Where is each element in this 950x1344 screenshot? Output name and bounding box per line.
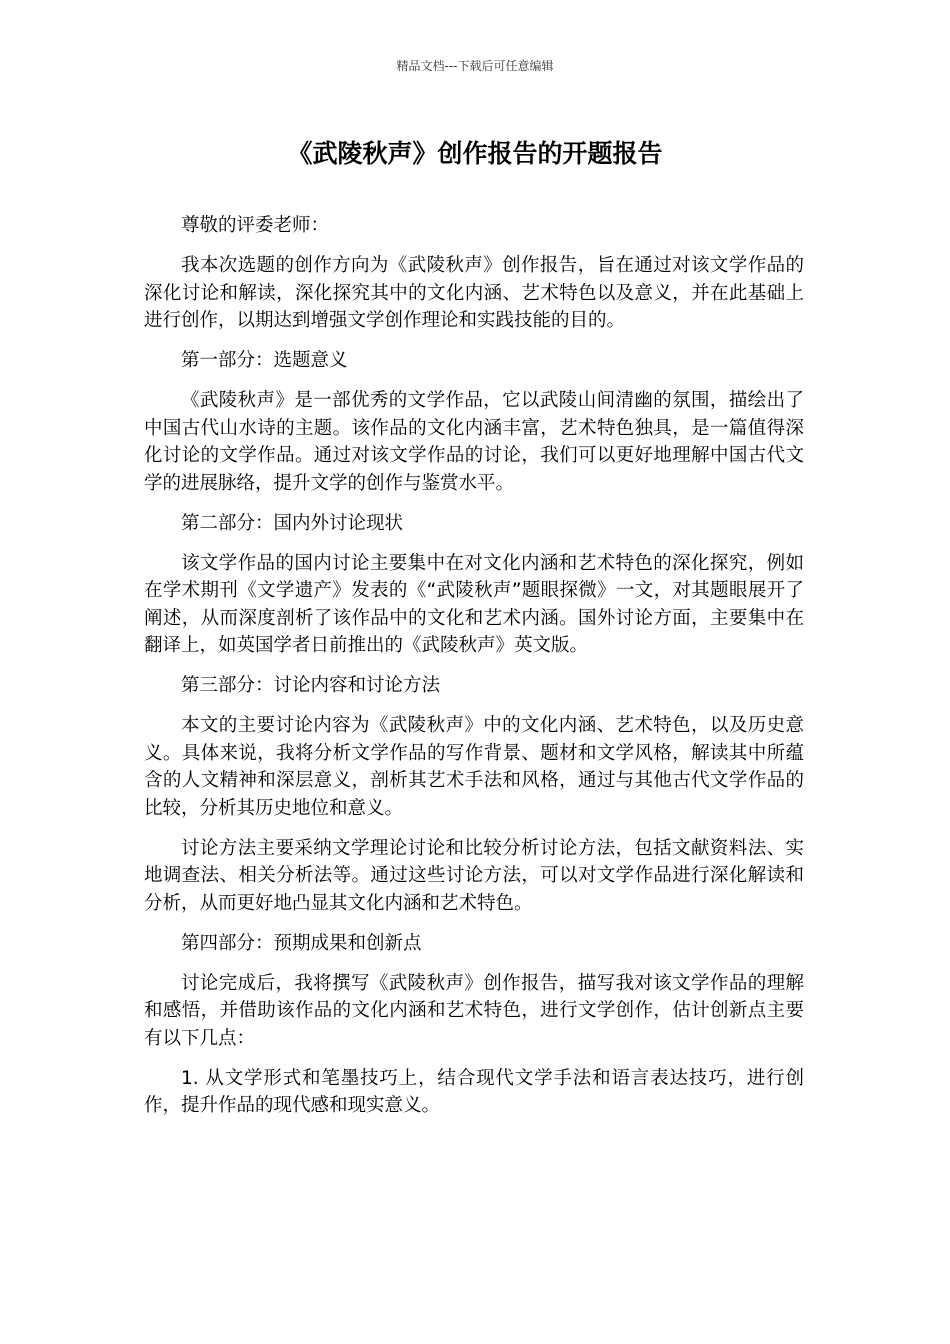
intro-paragraph: 我本次选题的创作方向为《武陵秋声》创作报告，旨在通过对该文学作品的深化讨论和解读，深化探究其中的文化内涵、艺术特色以及意义，并在此基础上进行创作，以期达到增强文学创作理论和实践技能的目的。 bbox=[144, 255, 804, 331]
section-heading-3: 第三部分：讨论内容和讨论方法 bbox=[181, 675, 441, 696]
section-heading-4: 第四部分：预期成果和创新点 bbox=[181, 932, 422, 954]
salutation: 尊敬的评委老师： bbox=[181, 215, 330, 236]
section-4-paragraph: 讨论完成后，我将撰写《武陵秋声》创作报告，描写我对该文学作品的理解和感悟，并借助该作品的文化内涵和艺术特色，进行文学创作，估计创新点主要有以下几点： bbox=[144, 972, 804, 1049]
section-1-paragraph: 《武陵秋声》是一部优秀的文学作品，它以武陵山间清幽的氛围，描绘出了中国古代山水诗的主题。该作品的文化内涵丰富，艺术特色独具，是一篇值得深化讨论的文学作品。通过对该文学作品的讨论，我们可以更好地理解中国古代文学的进展脉络，提升文学的创作与鉴赏水平。 bbox=[144, 390, 804, 494]
section-2-paragraph: 该文学作品的国内讨论主要集中在对文化内涵和艺术特色的深化探究，例如在学术期刊《文学遗产》发表的《“武陵秋声”题眼探微》一文，对其题眼展开了阐述，从而深度剖析了该作品中的文化和艺术内涵。国外讨论方面，主要集中在翻译上，如英国学者日前推出的《武陵秋声》英文版。 bbox=[144, 552, 804, 656]
section-3-paragraph-1: 本文的主要讨论内容为《武陵秋声》中的文化内涵、艺术特色，以及历史意义。具体来说，我将分析文学作品的写作背景、题材和文学风格，解读其中所蕴含的人文精神和深层意义，剖析其艺术手法和风格，通过与其他古代文学作品的比较，分析其历史地位和意义。 bbox=[144, 715, 804, 819]
section-heading-2: 第二部分：国内外讨论现状 bbox=[181, 512, 404, 534]
header-note: 精品文档---下载后可任意编辑 bbox=[396, 59, 554, 73]
document-title: 《武陵秋声》创作报告的开题报告 bbox=[287, 139, 663, 168]
section-heading-1: 第一部分：选题意义 bbox=[181, 350, 348, 371]
list-item-1: 1. 从文学形式和笔墨技巧上，结合现代文学手法和语言表达技巧，进行创作，提升作品的现代感和现实意义。 bbox=[144, 1067, 804, 1116]
section-3-paragraph-2: 讨论方法主要采纳文学理论讨论和比较分析讨论方法，包括文献资料法、实地调查法、相关分析法等。通过这些讨论方法，可以对文学作品进行深化解读和分析，从而更好地凸显其文化内涵和艺术特色。 bbox=[144, 837, 804, 914]
document-body bbox=[144, 212, 804, 1132]
